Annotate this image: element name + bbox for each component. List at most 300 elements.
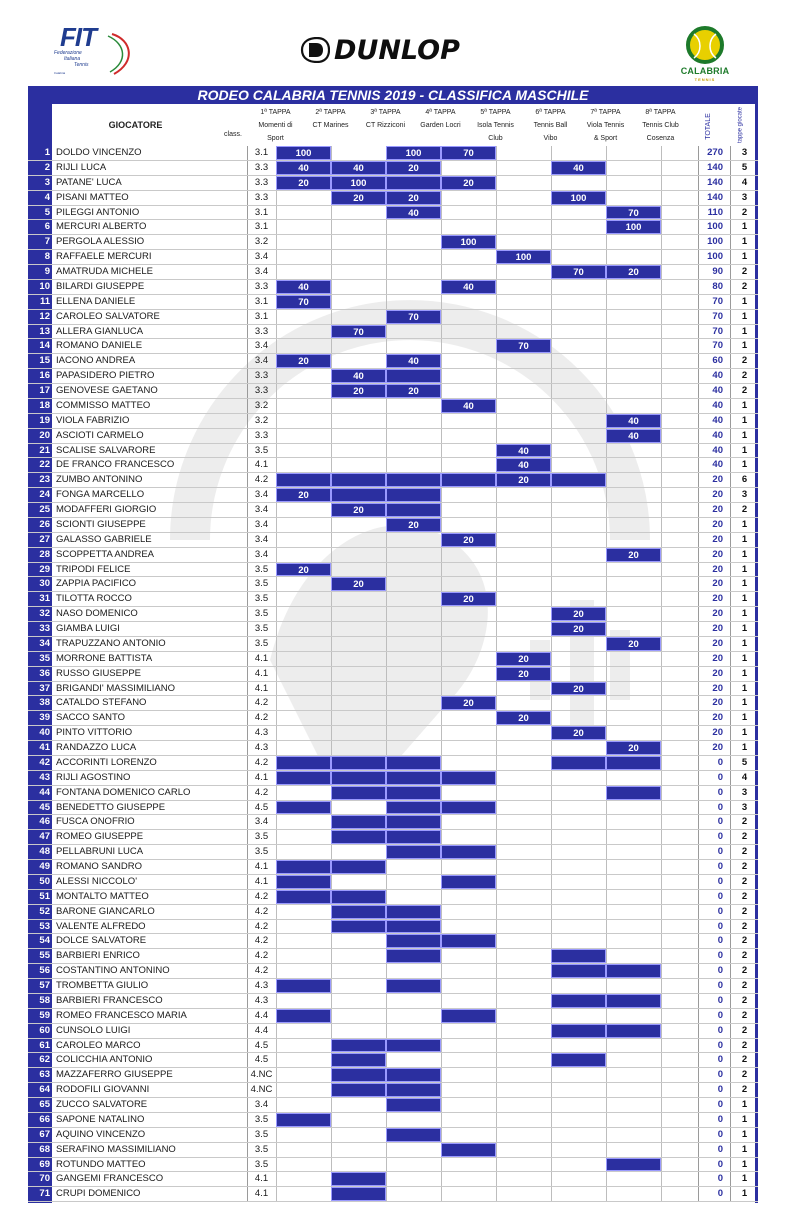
stage-2-points — [331, 354, 386, 368]
stages-played: 2 — [730, 369, 758, 383]
stage-5-points — [496, 741, 551, 755]
stage-7-points: 40 — [606, 429, 661, 443]
stages-played: 2 — [730, 920, 758, 934]
stage-3-points — [386, 667, 441, 681]
header-stage-8-l1: 8ª TAPPA — [645, 109, 676, 116]
stage-3-points — [386, 830, 441, 844]
stages-played: 1 — [730, 444, 758, 458]
stages-played: 2 — [730, 280, 758, 294]
header-stage-4-l3: Garden Locri — [420, 122, 461, 129]
stage-6-points — [551, 220, 606, 234]
stage-4-points — [441, 429, 496, 443]
stages-played: 1 — [730, 741, 758, 755]
stage-5-points — [496, 771, 551, 785]
player-name: CUNSOLO LUIGI — [56, 1024, 131, 1036]
player-class: 4.5 — [247, 1039, 275, 1053]
stage-1-points — [276, 325, 331, 339]
player-class: 3.3 — [247, 176, 275, 190]
stages-played: 1 — [730, 1158, 758, 1172]
stage-1-points — [276, 518, 331, 532]
player-name: TRAPUZZANO ANTONIO — [56, 637, 166, 649]
stage-2-points — [331, 1187, 386, 1201]
stage-1-points — [276, 1083, 331, 1097]
rank-number: 51 — [39, 890, 50, 902]
player-class: 3.4 — [247, 518, 275, 532]
player-class: 3.4 — [247, 265, 275, 279]
stage-4-points — [441, 875, 496, 889]
table-row — [28, 592, 758, 607]
rank-number: 9 — [44, 266, 50, 277]
table-row — [28, 890, 758, 905]
rank-number: 26 — [39, 518, 50, 530]
table-row — [28, 726, 758, 741]
stage-4-points — [441, 1143, 496, 1157]
stage-1-points — [276, 994, 331, 1008]
rank-number: 30 — [39, 578, 50, 590]
player-class: 3.3 — [247, 191, 275, 205]
stage-5-points — [496, 607, 551, 621]
stage-6-points — [551, 310, 606, 324]
stage-3-points — [386, 801, 441, 815]
stages-played: 1 — [730, 1143, 758, 1157]
stage-3-points — [386, 1039, 441, 1053]
table-row — [28, 146, 758, 161]
stage-5-points — [496, 563, 551, 577]
stages-played: 5 — [730, 756, 758, 770]
player-class: 4.3 — [247, 741, 275, 755]
table-row — [28, 860, 758, 875]
player-name: CRUPI DOMENICO — [56, 1188, 141, 1200]
player-class: 3.4 — [247, 250, 275, 264]
total-points: 20 — [698, 548, 725, 562]
stage-4-points — [441, 1172, 496, 1186]
stage-3-points — [386, 1158, 441, 1172]
stage-1-points — [276, 815, 331, 829]
stage-4-points: 40 — [441, 399, 496, 413]
stage-1-points — [276, 979, 331, 993]
stage-4-points — [441, 801, 496, 815]
header-stage-1 — [248, 104, 303, 146]
ranking-table — [28, 146, 758, 1202]
stage-5-points — [496, 845, 551, 859]
table-row — [28, 235, 758, 250]
dunlop-flying-d-icon — [300, 37, 330, 63]
stage-2-points — [331, 949, 386, 963]
stage-4-points — [441, 994, 496, 1008]
stage-6-points — [551, 1128, 606, 1142]
stage-4-points — [441, 637, 496, 651]
stages-played: 1 — [730, 429, 758, 443]
table-row — [28, 1024, 758, 1039]
stage-6-points — [551, 1039, 606, 1053]
stage-7-points — [606, 563, 661, 577]
stage-3-points: 20 — [386, 384, 441, 398]
table-row — [28, 473, 758, 488]
stage-1-points: 20 — [276, 563, 331, 577]
stage-3-points — [386, 414, 441, 428]
total-points: 0 — [698, 934, 725, 948]
stage-3-points — [386, 235, 441, 249]
stage-4-points — [441, 771, 496, 785]
stage-5-points — [496, 146, 551, 160]
total-points: 140 — [698, 161, 725, 175]
stage-6-points — [551, 711, 606, 725]
stage-5-points — [496, 756, 551, 770]
stages-played: 3 — [730, 488, 758, 502]
player-name: RANDAZZO LUCA — [56, 742, 137, 753]
stage-5-points — [496, 830, 551, 844]
stage-7-points — [606, 280, 661, 294]
stage-4-points — [441, 265, 496, 279]
stage-3-points — [386, 444, 441, 458]
player-name: CATALDO STEFANO — [56, 697, 147, 709]
stage-7-points — [606, 905, 661, 919]
stage-3-points: 100 — [386, 146, 441, 160]
rank-number: 58 — [39, 994, 50, 1006]
stages-played: 5 — [730, 161, 758, 175]
stage-7-points — [606, 1113, 661, 1127]
player-name: PELLABRUNI LUCA — [56, 846, 144, 858]
stage-2-points: 40 — [331, 369, 386, 383]
total-points: 90 — [698, 265, 725, 279]
player-name: GENOVESE GAETANO — [56, 385, 158, 396]
stage-4-points — [441, 920, 496, 934]
stage-3-points — [386, 563, 441, 577]
stages-played: 1 — [730, 1172, 758, 1186]
stage-4-points — [441, 295, 496, 309]
stage-1-points — [276, 548, 331, 562]
stage-7-points — [606, 310, 661, 324]
stage-3-points — [386, 815, 441, 829]
table-row — [28, 265, 758, 280]
stages-played: 1 — [730, 1187, 758, 1201]
player-name: DOLDO VINCENZO — [56, 147, 142, 158]
table-row — [28, 563, 758, 578]
stage-4-points — [441, 473, 496, 487]
stage-6-points: 70 — [551, 265, 606, 279]
stage-5-points: 20 — [496, 667, 551, 681]
stage-2-points — [331, 444, 386, 458]
rank-number: 29 — [39, 563, 50, 575]
stage-1-points — [276, 1053, 331, 1067]
stage-1-points — [276, 503, 331, 517]
fit-line-1: Federazione — [54, 50, 82, 56]
stage-2-points — [331, 1113, 386, 1127]
stage-6-points: 20 — [551, 682, 606, 696]
stage-4-points — [441, 518, 496, 532]
stage-1-points — [276, 1128, 331, 1142]
player-class: 3.4 — [247, 503, 275, 517]
stage-7-points — [606, 652, 661, 666]
stage-7-points — [606, 875, 661, 889]
player-class: 4.2 — [247, 696, 275, 710]
stage-4-points — [441, 1039, 496, 1053]
stage-7-points — [606, 473, 661, 487]
rank-number: 49 — [39, 861, 50, 872]
rank-number: 14 — [39, 340, 50, 352]
stage-3-points: 20 — [386, 161, 441, 175]
player-class: 3.5 — [247, 1113, 275, 1127]
stage-1-points — [276, 607, 331, 621]
stage-4-points: 20 — [441, 176, 496, 190]
player-class: 3.2 — [247, 235, 275, 249]
stage-1-points: 20 — [276, 354, 331, 368]
header-stage-5-l3: Club — [488, 135, 503, 142]
stages-played: 1 — [730, 548, 758, 562]
player-class: 4.2 — [247, 934, 275, 948]
rank-number: 34 — [39, 637, 50, 649]
stage-1-points: 20 — [276, 176, 331, 190]
stage-2-points — [331, 815, 386, 829]
rank-number: 62 — [39, 1054, 50, 1066]
table-row — [28, 667, 758, 682]
player-name: SACCO SANTO — [56, 712, 125, 724]
stage-5-points: 40 — [496, 444, 551, 458]
stage-4-points — [441, 964, 496, 978]
table-row — [28, 1158, 758, 1173]
player-class: 3.1 — [247, 206, 275, 220]
stage-2-points — [331, 786, 386, 800]
stage-7-points: 20 — [606, 265, 661, 279]
stage-5-points — [496, 488, 551, 502]
stage-1-points — [276, 682, 331, 696]
stage-3-points — [386, 696, 441, 710]
total-points: 100 — [698, 220, 725, 234]
player-name: ALESSI NICCOLO' — [56, 875, 138, 887]
stages-played: 1 — [730, 399, 758, 413]
stage-4-points — [441, 1113, 496, 1127]
stage-1-points — [276, 1024, 331, 1038]
stage-7-points — [606, 176, 661, 190]
stage-2-points: 20 — [331, 503, 386, 517]
stage-7-points — [606, 533, 661, 547]
player-class: 3.5 — [247, 622, 275, 636]
stage-3-points — [386, 369, 441, 383]
rank-number: 11 — [39, 295, 50, 307]
player-name: GIAMBA LUIGI — [56, 623, 120, 634]
stage-1-points — [276, 429, 331, 443]
header-stage-2-l3: CT Marines — [312, 122, 349, 129]
stage-1-points — [276, 473, 331, 487]
stage-2-points: 100 — [331, 176, 386, 190]
player-class: 3.2 — [247, 414, 275, 428]
header-stage-7 — [578, 104, 633, 146]
stages-played: 2 — [730, 815, 758, 829]
player-name: VALENTE ALFREDO — [56, 920, 146, 932]
stage-4-points — [441, 1024, 496, 1038]
stages-played: 1 — [730, 339, 758, 353]
total-points: 70 — [698, 295, 725, 309]
stage-7-points: 100 — [606, 220, 661, 234]
table-row — [28, 905, 758, 920]
table-row — [28, 845, 758, 860]
stage-1-points — [276, 875, 331, 889]
fit-logo — [52, 22, 138, 80]
player-class: 3.1 — [247, 295, 275, 309]
stage-7-points — [606, 146, 661, 160]
rank-number: 66 — [39, 1113, 50, 1125]
stage-7-points — [606, 815, 661, 829]
table-row — [28, 1113, 758, 1128]
stages-played: 2 — [730, 354, 758, 368]
stage-6-points — [551, 563, 606, 577]
stage-6-points — [551, 235, 606, 249]
player-name: SCOPPETTA ANDREA — [56, 548, 155, 560]
stage-3-points — [386, 399, 441, 413]
stage-6-points — [551, 920, 606, 934]
stage-2-points — [331, 682, 386, 696]
stage-3-points — [386, 1187, 441, 1201]
rank-number: 8 — [44, 251, 50, 263]
total-points: 0 — [698, 756, 725, 770]
stage-4-points — [441, 949, 496, 963]
stage-3-points — [386, 220, 441, 234]
stage-5-points — [496, 1024, 551, 1038]
stage-6-points — [551, 295, 606, 309]
stage-2-points — [331, 1039, 386, 1053]
table-row — [28, 429, 758, 444]
stage-2-points — [331, 146, 386, 160]
stage-3-points — [386, 860, 441, 874]
stages-played: 2 — [730, 1083, 758, 1097]
total-points: 40 — [698, 384, 725, 398]
stage-7-points — [606, 1053, 661, 1067]
stage-6-points — [551, 280, 606, 294]
player-class: 3.5 — [247, 1158, 275, 1172]
header-stage-3-l3: CT Rizziconi — [365, 122, 406, 129]
fit-line-4: Calabria — [54, 71, 66, 75]
rank-number: 63 — [39, 1069, 50, 1081]
player-class: 3.5 — [247, 637, 275, 651]
stage-4-points — [441, 161, 496, 175]
table-row — [28, 1172, 758, 1187]
table-row — [28, 875, 758, 890]
stage-1-points — [276, 414, 331, 428]
stage-6-points — [551, 905, 606, 919]
stages-played: 1 — [730, 235, 758, 249]
player-name: RAFFAELE MERCURI — [56, 251, 152, 263]
stage-1-points — [276, 652, 331, 666]
table-row — [28, 756, 758, 771]
player-class: 3.1 — [247, 310, 275, 324]
stage-2-points: 20 — [331, 384, 386, 398]
table-header — [52, 104, 755, 146]
stages-played: 2 — [730, 994, 758, 1008]
player-class: 4.3 — [247, 979, 275, 993]
header-stage-8 — [633, 104, 688, 146]
stage-7-points — [606, 801, 661, 815]
total-points: 110 — [698, 206, 725, 220]
stage-6-points — [551, 384, 606, 398]
stage-7-points — [606, 934, 661, 948]
player-class: 3.4 — [247, 815, 275, 829]
rank-number: 37 — [39, 682, 50, 694]
stage-5-points — [496, 1187, 551, 1201]
stage-4-points — [441, 815, 496, 829]
total-points: 0 — [698, 1024, 725, 1038]
player-name: SAPONE NATALINO — [56, 1113, 145, 1125]
table-row — [28, 399, 758, 414]
stage-1-points — [276, 399, 331, 413]
total-points: 0 — [698, 1098, 725, 1112]
total-points: 70 — [698, 339, 725, 353]
stage-3-points — [386, 845, 441, 859]
stage-2-points — [331, 711, 386, 725]
stage-6-points: 40 — [551, 161, 606, 175]
rank-number: 13 — [39, 325, 50, 337]
stages-played: 2 — [730, 1024, 758, 1038]
player-name: IACONO ANDREA — [56, 355, 136, 367]
player-name: RUSSO GIUSEPPE — [56, 667, 141, 679]
total-points: 0 — [698, 1068, 725, 1082]
fit-wordmark: FIT — [60, 22, 96, 52]
stage-1-points: 40 — [276, 280, 331, 294]
stage-3-points — [386, 339, 441, 353]
stage-4-points — [441, 667, 496, 681]
table-row — [28, 295, 758, 310]
rank-number: 12 — [39, 310, 50, 322]
player-name: BENEDETTO GIUSEPPE — [56, 801, 166, 813]
stage-5-points: 20 — [496, 711, 551, 725]
stage-7-points — [606, 949, 661, 963]
table-row — [28, 176, 758, 191]
stage-4-points — [441, 191, 496, 205]
stage-3-points — [386, 176, 441, 190]
player-name: SCIONTI GIUSEPPE — [56, 518, 146, 530]
stage-5-points — [496, 310, 551, 324]
player-class: 4.5 — [247, 1053, 275, 1067]
stage-4-points: 100 — [441, 235, 496, 249]
stage-5-points: 40 — [496, 458, 551, 472]
player-class: 3.5 — [247, 1143, 275, 1157]
player-name: MAZZAFERRO GIUSEPPE — [56, 1069, 173, 1081]
stage-2-points — [331, 905, 386, 919]
stage-3-points — [386, 949, 441, 963]
player-class: 4.4 — [247, 1024, 275, 1038]
rank-number: 28 — [39, 548, 50, 560]
stage-7-points — [606, 786, 661, 800]
stage-6-points — [551, 1024, 606, 1038]
stage-3-points — [386, 1113, 441, 1127]
stage-6-points: 100 — [551, 191, 606, 205]
stage-2-points — [331, 1098, 386, 1112]
player-class: 3.5 — [247, 830, 275, 844]
player-name: COLICCHIA ANTONIO — [56, 1054, 153, 1066]
rank-number: 32 — [39, 608, 50, 620]
header-stage-6-l3: Vibo — [543, 135, 558, 142]
stage-2-points — [331, 771, 386, 785]
stage-6-points — [551, 845, 606, 859]
total-points: 0 — [698, 890, 725, 904]
stage-2-points — [331, 280, 386, 294]
stage-3-points — [386, 458, 441, 472]
stage-1-points — [276, 637, 331, 651]
stages-played: 2 — [730, 1068, 758, 1082]
stage-6-points — [551, 592, 606, 606]
table-row — [28, 250, 758, 265]
stage-6-points — [551, 1053, 606, 1067]
player-class: 4.5 — [247, 801, 275, 815]
stage-5-points: 100 — [496, 250, 551, 264]
player-name: DE FRANCO FRANCESCO — [56, 459, 175, 471]
stage-2-points — [331, 1068, 386, 1082]
stage-5-points — [496, 920, 551, 934]
stages-played: 2 — [730, 875, 758, 889]
stage-6-points — [551, 339, 606, 353]
rank-number: 50 — [39, 875, 50, 887]
stage-2-points: 20 — [331, 577, 386, 591]
total-points: 20 — [698, 696, 725, 710]
